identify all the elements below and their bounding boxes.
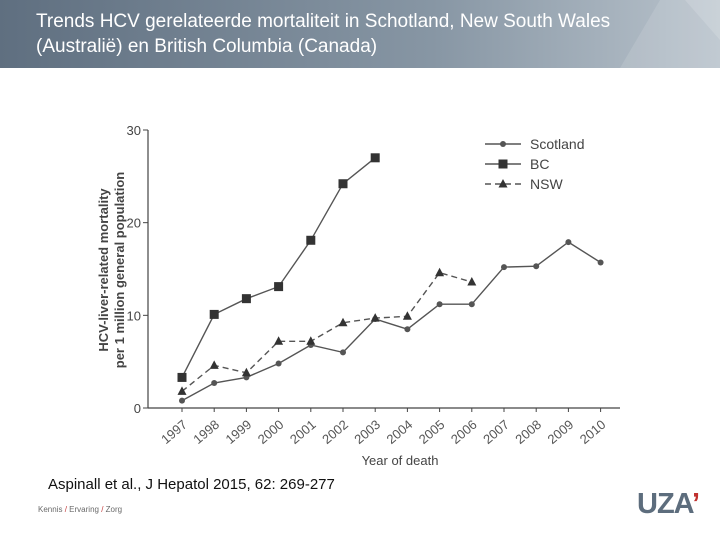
legend-marker <box>500 141 506 147</box>
slide-title: Trends HCV gerelateerde mortaliteit in Schotland, New South Wales (Australië) en British Columbia (Canada) <box>36 11 611 57</box>
data-point-bc <box>371 153 380 162</box>
x-tick-label: 2008 <box>512 416 545 447</box>
y-tick-label: 20 <box>126 215 141 231</box>
y-tick-label: 10 <box>126 308 141 324</box>
data-point-bc <box>306 236 315 245</box>
data-point-scotland <box>501 264 507 270</box>
slide-header <box>0 0 720 68</box>
logo-text: UZA <box>637 488 692 520</box>
x-tick-label: 1999 <box>222 416 255 447</box>
x-tick-label: 2009 <box>544 416 577 447</box>
x-tick-label: 2004 <box>383 416 416 447</box>
legend-label: Scotland <box>530 136 585 152</box>
mortality-line-chart <box>96 118 630 473</box>
data-point-bc <box>274 282 283 291</box>
x-tick-label: 2001 <box>286 416 319 447</box>
series-line-nsw <box>182 273 472 392</box>
citation: Aspinall et al., J Hepatol 2015, 62: 269-277 <box>48 476 335 493</box>
uza-logo <box>637 488 699 521</box>
data-point-nsw <box>210 360 219 369</box>
x-tick-label: 1997 <box>158 416 190 447</box>
data-point-nsw <box>306 336 315 345</box>
data-point-scotland <box>179 398 185 404</box>
data-point-scotland <box>565 239 571 245</box>
data-point-bc <box>178 373 187 382</box>
x-tick-label: 2005 <box>415 416 448 447</box>
data-point-scotland <box>404 326 410 332</box>
tagline-word: Zorg <box>105 505 123 514</box>
x-tick-label: 2003 <box>351 416 384 447</box>
data-point-scotland <box>533 263 539 269</box>
legend-marker <box>499 160 508 169</box>
data-point-nsw <box>435 268 444 277</box>
data-point-scotland <box>340 349 346 355</box>
x-tick-label: 2006 <box>447 416 480 447</box>
y-tick-label: 0 <box>133 401 141 416</box>
data-point-scotland <box>437 301 443 307</box>
legend-label: NSW <box>530 176 563 192</box>
data-point-nsw <box>403 311 412 320</box>
tagline-separator: / <box>101 505 104 514</box>
legend-label: BC <box>530 156 550 172</box>
data-point-scotland <box>211 380 217 386</box>
legend-marker <box>499 179 508 188</box>
data-point-nsw <box>274 336 283 345</box>
data-point-nsw <box>178 386 187 395</box>
tagline-word: Ervaring <box>69 505 99 514</box>
x-tick-label: 2002 <box>319 416 351 447</box>
data-point-nsw <box>467 277 476 286</box>
tagline-separator: / <box>64 505 67 514</box>
tagline-word: Kennis <box>38 505 63 514</box>
data-point-scotland <box>469 301 475 307</box>
x-axis-title: Year of death <box>361 453 439 468</box>
y-axis-title-line: per 1 million general population <box>112 171 127 369</box>
x-tick-label: 2000 <box>254 416 287 447</box>
y-tick-label: 30 <box>126 123 141 138</box>
data-point-bc <box>210 310 219 319</box>
x-tick-label: 2007 <box>480 416 512 447</box>
data-point-scotland <box>276 361 282 367</box>
x-tick-label: 2010 <box>576 416 609 447</box>
data-point-bc <box>242 294 251 303</box>
data-point-scotland <box>598 260 604 266</box>
footer-tagline <box>38 505 122 514</box>
y-axis-title-line: HCV-liver-related mortality <box>96 188 111 352</box>
x-tick-label: 1998 <box>190 416 223 447</box>
logo-accent: ’ <box>692 488 700 520</box>
data-point-bc <box>339 179 348 188</box>
